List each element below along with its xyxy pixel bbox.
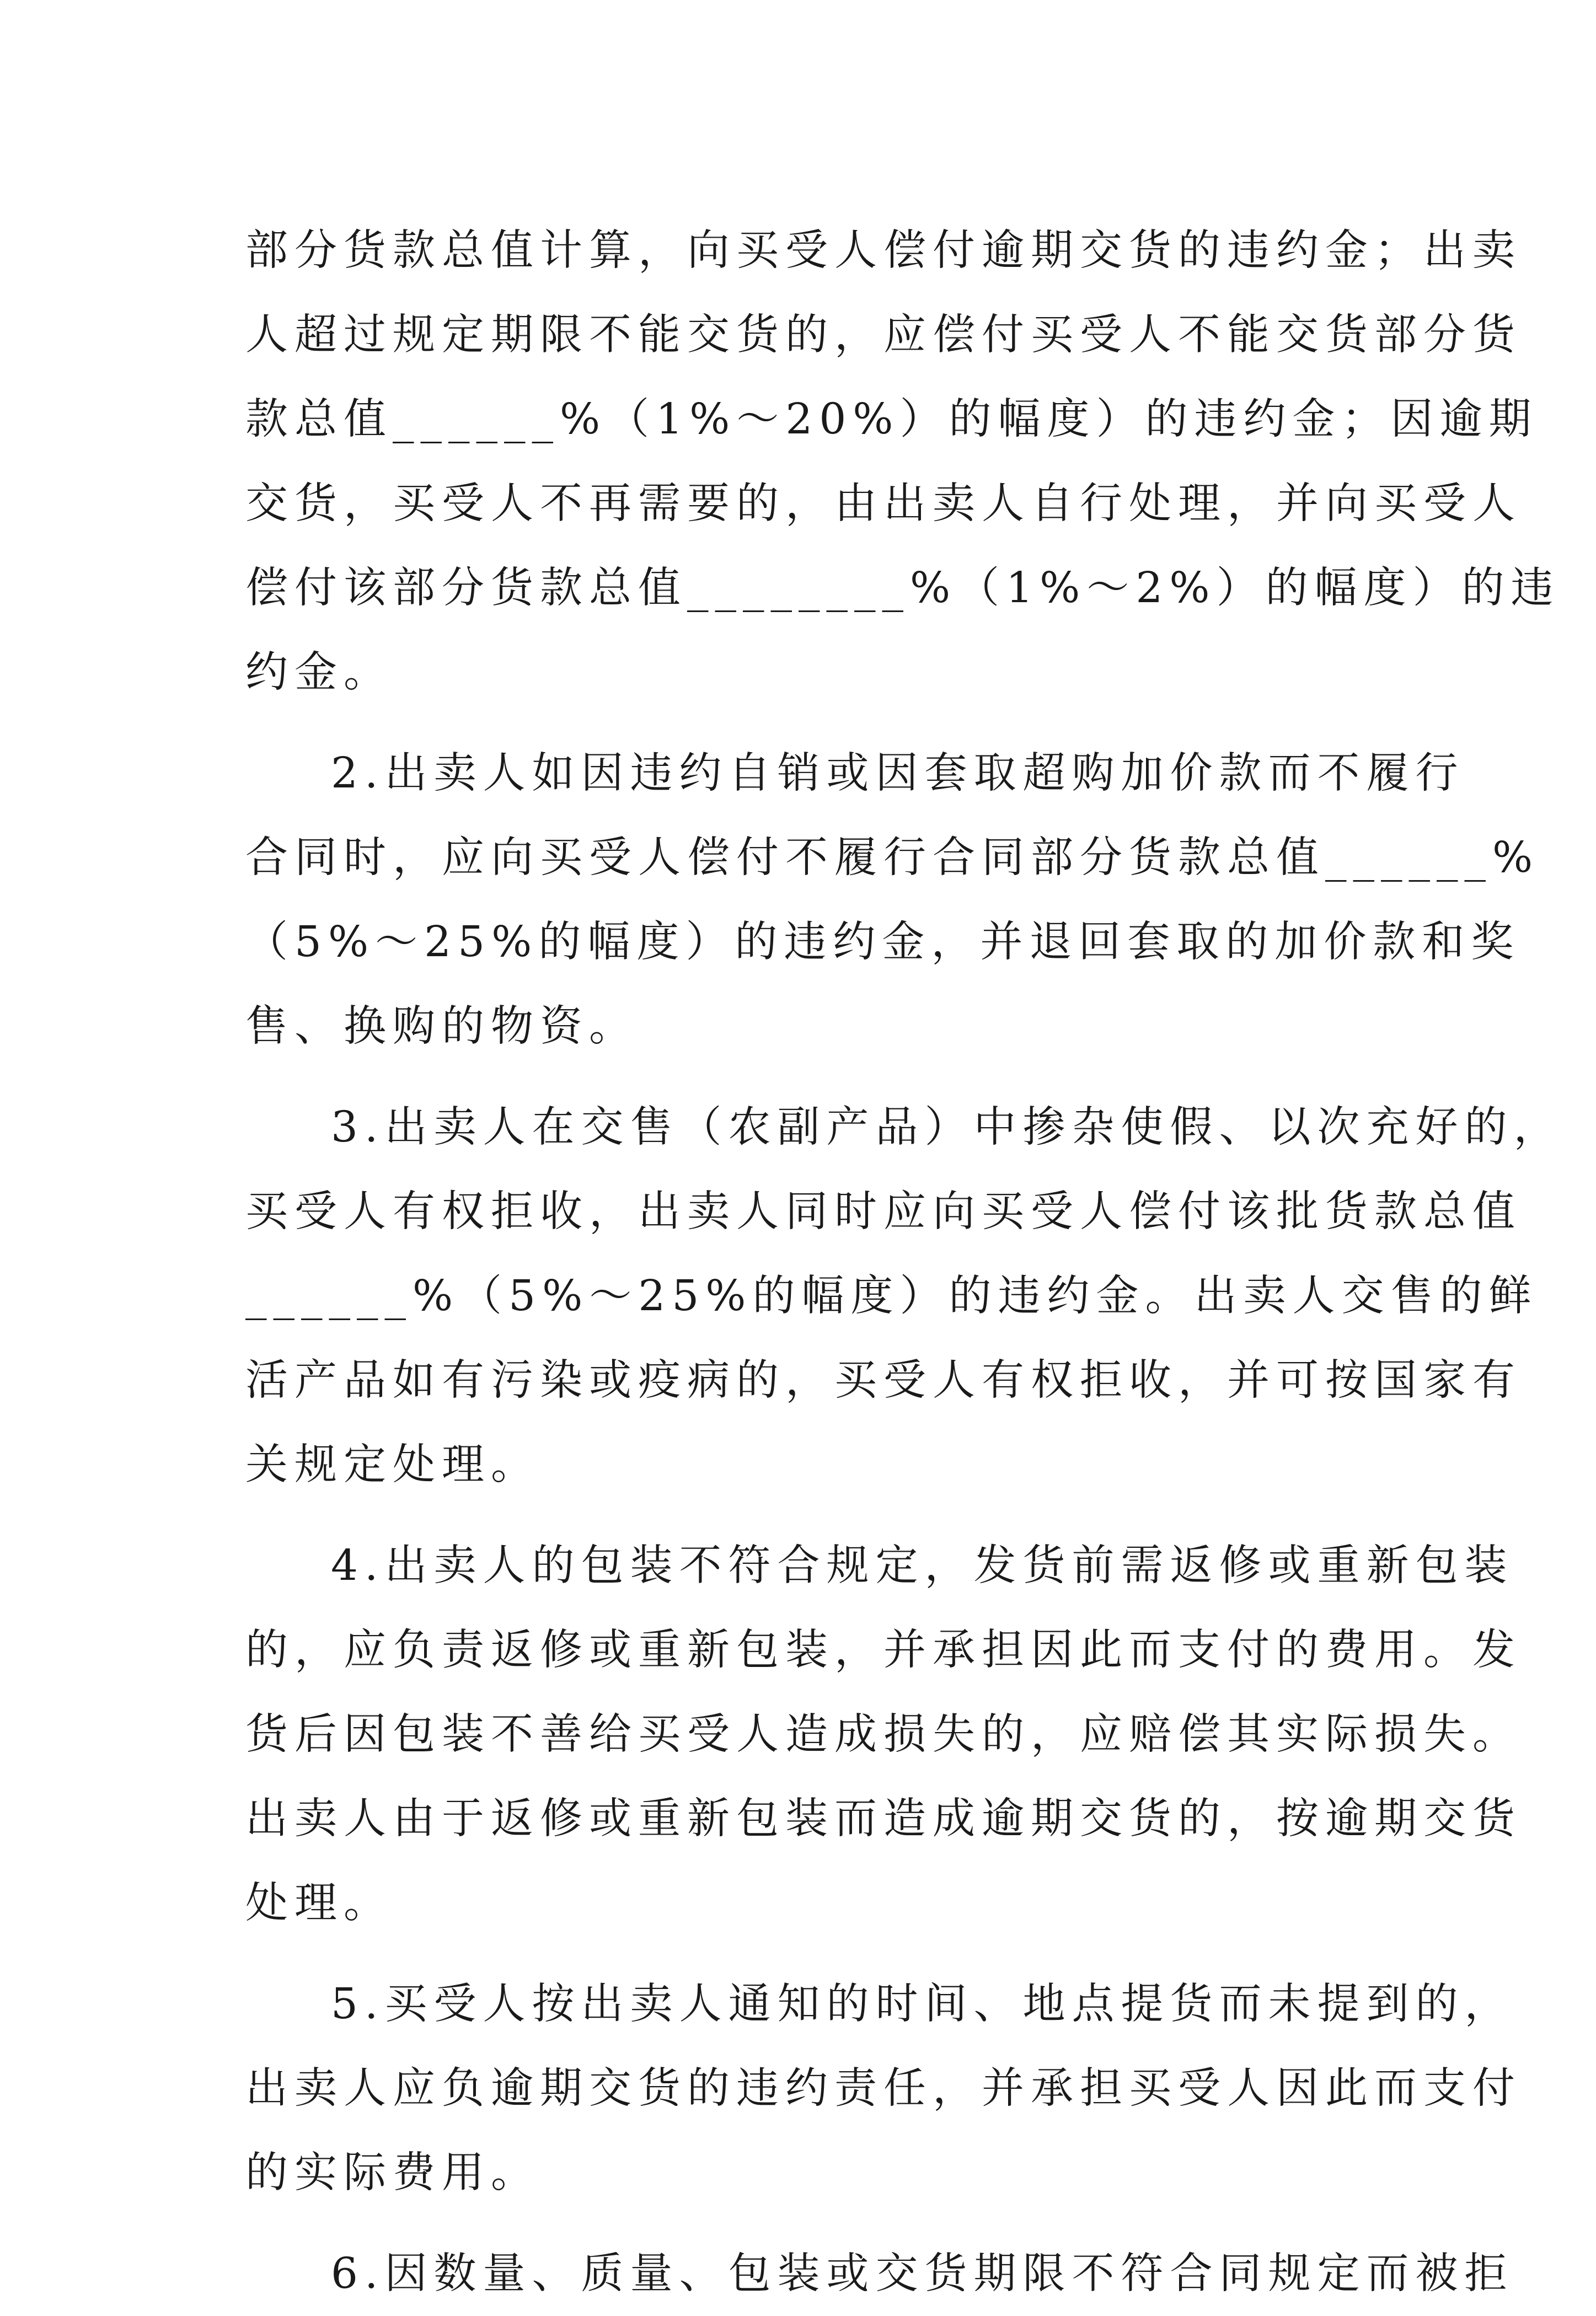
- text-line: 款 总 值 ______ % （ 1% ～ 20% ） 的 幅 度 ） 的 违 约 金 ； 因 逾 期: [245, 395, 1538, 444]
- text-line: 交 货 ， 买 受 人 不 再 需 要 的 ， 由 出 卖 人 自 行 处 理 ， 并 向 买 受 人: [245, 479, 1522, 528]
- text-line: 5. 买 受 人 按 出 卖 人 通 知 的 时 间 、 地 点 提 货 而 未 提 到 的 ，: [331, 1980, 1514, 2029]
- paragraph-item-6: [245, 2232, 1514, 2316]
- text-line: 6. 因 数 量 、 质 量 、 包 装 或 交 货 期 限 不 符 合 同 规 定 而 被 拒: [331, 2249, 1514, 2298]
- text-line: 部 分 货 款 总 值 计 算 ， 向 买 受 人 偿 付 逾 期 交 货 的 违 约 金 ； 出 卖: [245, 226, 1522, 275]
- text-line: 的 ， 应 负 责 返 修 或 重 新 包 装 ， 并 承 担 因 此 而 支 付 的 费 用 。 发: [245, 1626, 1522, 1675]
- text-line: 售、换购的物资。: [245, 1002, 638, 1051]
- text-line: 偿 付 该 部 分 货 款 总 值 ________ % （ 1% ～ 2% ） 的 幅 度 ） 的 违: [245, 564, 1560, 613]
- text-line: 关规定处理。: [245, 1440, 540, 1489]
- paragraph-item-2: [245, 731, 1540, 1069]
- text-line: 人 超 过 规 定 期 限 不 能 交 货 的 ， 应 偿 付 买 受 人 不 能 交 货 部 分 货: [245, 310, 1522, 360]
- text-line: 货 后 因 包 装 不 善 给 买 受 人 造 成 损 失 的 ， 应 赔 偿 其 实 际 损 失 。: [245, 1710, 1522, 1759]
- text-line: 处理。: [245, 1879, 393, 1928]
- text-line: 活 产 品 如 有 污 染 或 疫 病 的 ， 买 受 人 有 权 拒 收 ， 并 可 按 国 家 有: [245, 1356, 1522, 1405]
- text-line: 的实际费用。: [245, 2148, 540, 2197]
- text-line: ______ % （ 5% ～ 25% 的 幅 度 ） 的 违 约 金 。 出 卖 人 交 售 的 鲜: [245, 1272, 1538, 1321]
- text-line: 买 受 人 有 权 拒 收 ， 出 卖 人 同 时 应 向 买 受 人 偿 付 该 批 货 款 总 值: [245, 1187, 1522, 1236]
- paragraph-item-4: [245, 1524, 1522, 1945]
- text-line: 出 卖 人 应 负 逾 期 交 货 的 违 约 责 任 ， 并 承 担 买 受 人 因 此 而 支 付: [245, 2064, 1522, 2113]
- text-line: 出 卖 人 由 于 返 修 或 重 新 包 装 而 造 成 逾 期 交 货 的 ， 按 逾 期 交 货: [245, 1794, 1522, 1843]
- paragraph-item-3: [245, 1085, 1563, 1507]
- text-line: 3. 出 卖 人 在 交 售 （ 农 副 产 品 ） 中 掺 杂 使 假 、 以 次 充 好 的 ，: [331, 1103, 1563, 1152]
- text-line: 约金。: [245, 648, 393, 697]
- paragraph-item-5: [245, 1962, 1522, 2215]
- text-line: 2. 出 卖 人 如 因 违 约 自 销 或 因 套 取 超 购 加 价 款 而 不 履 行: [331, 749, 1465, 798]
- document-body: [245, 208, 1563, 2316]
- text-line: 4. 出 卖 人 的 包 装 不 符 合 规 定 ， 发 货 前 需 返 修 或 重 新 包 装: [331, 1541, 1514, 1590]
- paragraph-continuation: [245, 208, 1560, 715]
- text-line: 合 同 时 ， 应 向 买 受 人 偿 付 不 履 行 合 同 部 分 货 款 总 值 ______ %: [245, 833, 1540, 882]
- text-line: （ 5% ～ 25% 的 幅 度 ） 的 违 约 金 ， 并 退 回 套 取 的 加 价 款 和 奖: [245, 918, 1520, 967]
